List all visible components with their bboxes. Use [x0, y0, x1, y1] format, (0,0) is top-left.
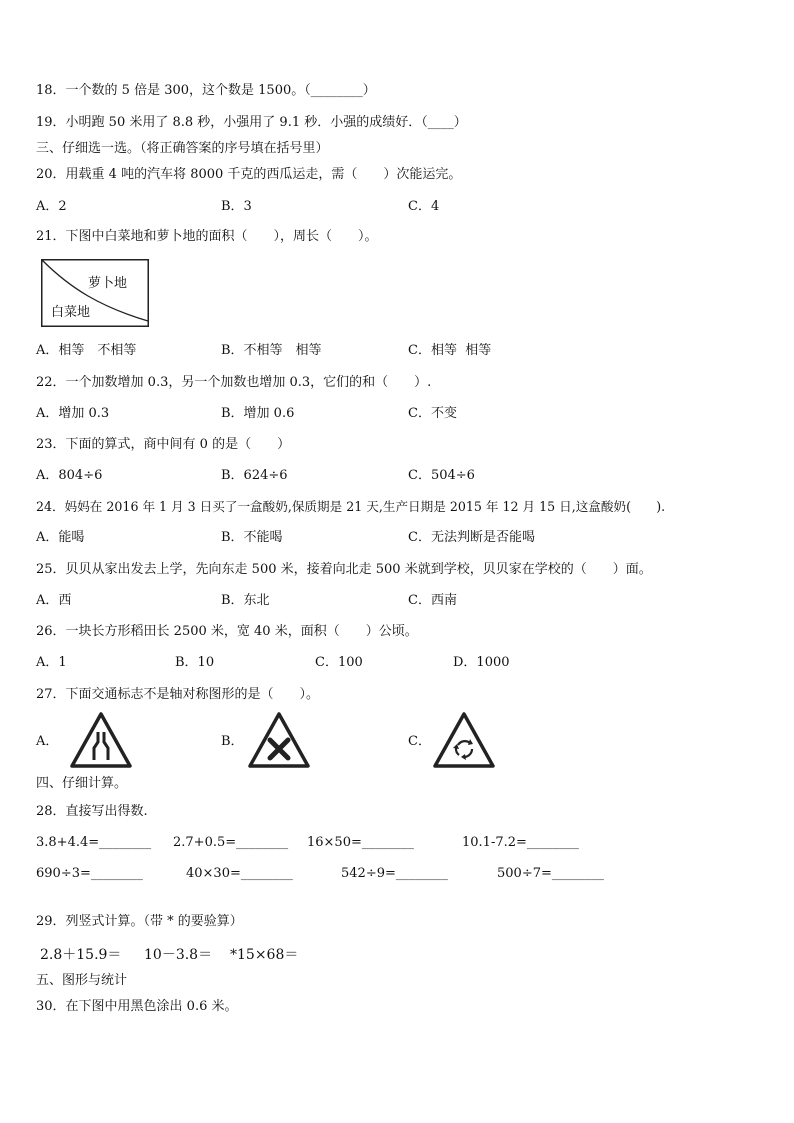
roundabout-sign-icon	[433, 712, 495, 772]
section-5-heading: 五、图形与统计	[36, 973, 128, 988]
q26-option-d: D．1000	[453, 655, 510, 670]
question-23: 23．下面的算式，商中间有 0 的是（ ）	[36, 437, 291, 452]
question-28: 28．直接写出得数.	[36, 804, 148, 819]
question-24: 24．妈妈在 2016 年 1 月 3 日买了一盒酸奶,保质期是 21 天,生产日期是 2015 年 12 月 15 日,这盒酸奶( ).	[36, 499, 666, 514]
q26-option-b: B．10	[175, 655, 215, 670]
question-21: 21．下图中白菜地和萝卜地的面积（ ），周长（ ）。	[36, 229, 378, 244]
vertical-calc-item: 10－3.8＝	[144, 947, 213, 963]
question-22: 22．一个加数增加 0.3，另一个加数也增加 0.3，它们的和（ ）.	[36, 375, 432, 390]
question-27: 27．下面交通标志不是轴对称图形的是（ ）。	[36, 687, 320, 702]
calc-item: 690÷3=________	[36, 866, 143, 881]
question-20: 20．用载重 4 吨的汽车将 8000 千克的西瓜运走，需（ ）次能运完。	[36, 167, 462, 182]
vertical-calc-item: 2.8＋15.9＝	[40, 947, 122, 963]
q24-option-c: C．无法判断是否能喝	[408, 530, 535, 545]
crossroads-sign-icon	[248, 712, 310, 772]
vertical-calc-item: *15×68＝	[230, 947, 299, 963]
section-3-heading: 三、仔细选一选。（将正确答案的序号填在括号里）	[36, 141, 329, 156]
q22-option-c: C．不变	[408, 406, 457, 421]
q26-option-a: A．1	[36, 655, 67, 670]
q27-option-c: C．	[408, 734, 431, 749]
q25-option-a: A．西	[36, 593, 72, 608]
q25-option-b: B．东北	[221, 593, 270, 608]
q22-option-a: A．增加 0.3	[36, 406, 110, 421]
radish-field-label: 萝卜地	[88, 276, 128, 291]
question-19: 19．小明跑 50 米用了 8.8 秒，小强用了 9.1 秒．小强的成绩好．（____）	[36, 115, 467, 130]
question-30: 30．在下图中用黑色涂出 0.6 米。	[36, 999, 238, 1014]
calc-item: 10.1-7.2=________	[462, 835, 579, 850]
q23-option-a: A．804÷6	[36, 468, 103, 483]
q21-option-b: B．不相等 相等	[221, 343, 322, 358]
q20-option-c: C．4	[408, 199, 440, 214]
q23-option-c: C．504÷6	[408, 468, 475, 483]
field-figure	[41, 259, 149, 327]
calc-item: 3.8+4.4=________	[36, 835, 152, 850]
question-18: 18．一个数的 5 倍是 300，这个数是 1500。（________）	[36, 83, 376, 98]
q24-option-a: A．能喝	[36, 530, 85, 545]
q27-option-b: B．	[221, 734, 244, 749]
calc-item: 2.7+0.5=________	[173, 835, 289, 850]
q21-option-a: A．相等 不相等	[36, 343, 137, 358]
road-narrows-sign-icon	[70, 712, 132, 772]
q24-option-b: B．不能喝	[221, 530, 283, 545]
q27-option-a: A．	[36, 734, 59, 749]
calc-item: 500÷7=________	[497, 866, 604, 881]
q22-option-b: B．增加 0.6	[221, 406, 295, 421]
calc-item: 542÷9=________	[341, 866, 448, 881]
calc-item: 40×30=________	[186, 866, 293, 881]
q20-option-a: A．2	[36, 199, 67, 214]
cabbage-field-label: 白菜地	[51, 305, 91, 320]
question-29: 29．列竖式计算。（带 * 的要验算）	[36, 914, 243, 929]
q23-option-b: B．624÷6	[221, 468, 288, 483]
q20-option-b: B．3	[221, 199, 252, 214]
q26-option-c: C．100	[315, 655, 363, 670]
q25-option-c: C．西南	[408, 593, 457, 608]
calc-item: 16×50=________	[307, 835, 414, 850]
section-4-heading: 四、仔细计算。	[36, 776, 128, 791]
question-26: 26．一块长方形稻田长 2500 米，宽 40 米，面积（ ）公顷。	[36, 624, 418, 639]
q21-option-c: C．相等 相等	[408, 343, 492, 358]
question-25: 25．贝贝从家出发去上学，先向东走 500 米，接着向北走 500 米就到学校，贝贝家在学校的（ ）面。	[36, 562, 652, 577]
